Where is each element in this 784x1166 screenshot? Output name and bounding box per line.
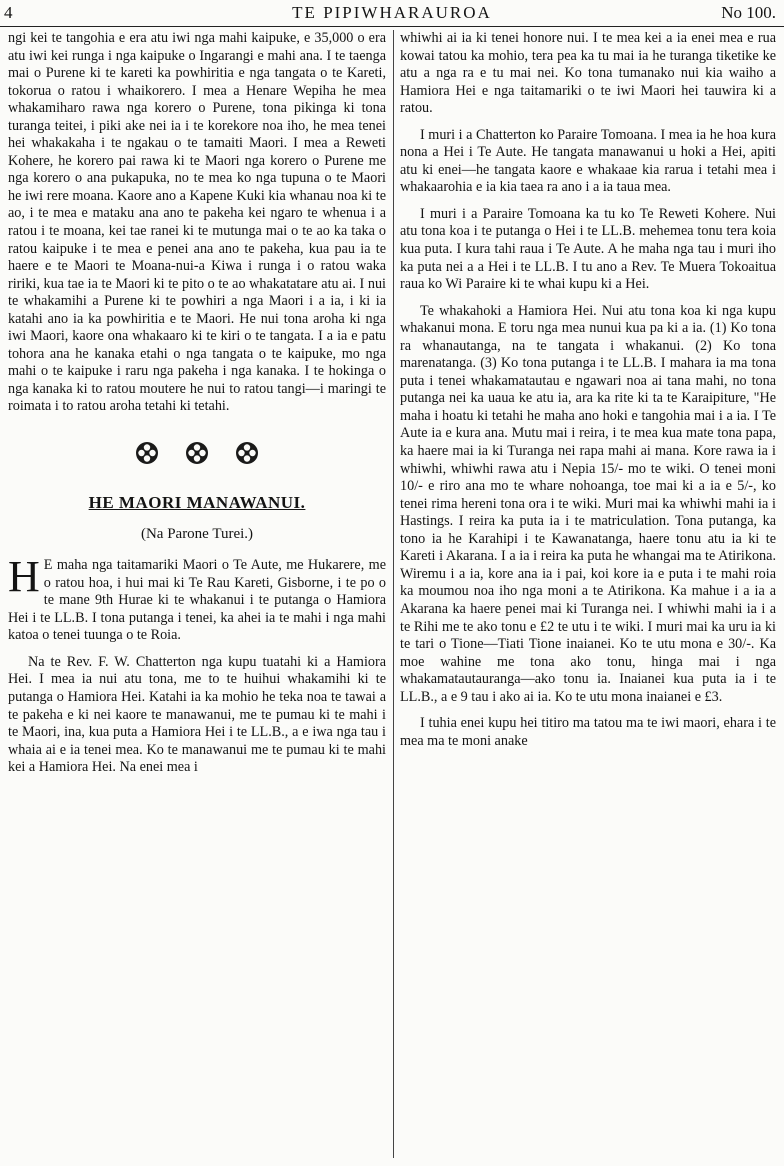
- article-continuation-paragraph: ngi kei te tangohia e era atu iwi nga mahi kaipuke, e 35,000 o era atu iwi kei runga i nga kaipuke o Ingarangi e mahi ana. I te taenga mai o Purene ki te kareti ka powhiritia e nga tangata o te Kareti, tokorua o ratou i whaikorero. I mea a Henare Wepiha he mea whakamiharo rawa nga korero o Purene, tona pikinga ki tona turanga teitei, i piki ake nei ia i te korekore noa iho, he mea tenei hei whakakaha i te ngakau o te tamaiti Maori. I mea a Reweti Kohere, he korero pai rawa ki te Maori nga korero o Purene me nga korero o ana pukapuka, no te mea ko nga tupuna o te Maori he iwi rere moana. Kaore ano a Kapene Kuki kia whanau noa ki te ao, i te mea e mataku ana ano te pakeha kei ngaro te whenua i a ratou i te moana, kei tae ranei ki te mutunga mai o te ao ka taka o ratou kaipuke i te mea e penei ana ano te pakeha, kua pau ia te haere e te Maori te Moana-nui-a Kiwa i runga i o ratou waka ririki, kua tae ia te Maori ki te pito o te ao whakatatare atu ai. I nui te whakamihi a Purene ki te powhiri a nga Maori i a ia, i ki ia katahi ano ia ka powhiritia e te Maori. He nui tona aroha ki nga iwi Maori, kaore ona whakaaro ki te kiri o te tangata. I a ia e patu tohora ana he kanaka etahi o nga tangata o te kaipuke, mo nga mahi o te kaipuke i raru nga pakeha i nga kanaka. I te hokinga o nga kanaka ki to ratou moutere he nui to ratou tangi—i maringi te roimata i to ratou aroha tetahi ki tetahi.: [8, 30, 386, 415]
- ornament-icon: [185, 441, 209, 465]
- issue-number: No 100.: [721, 3, 776, 22]
- article-byline: (Na Parone Turei.): [140, 525, 254, 542]
- opening-paragraph-text: E maha nga taitamariki Maori o Te Aute, me Hukarere, me o ratou hoa, i hui mai ki Te Rau Kareti, Gisborne, i te po o te mane 9th Hurae ki te whakanui i te putanga o Hamiora Hei i te LL.B. I tona putanga i tenei, ka ahei ia te mahi i nga mahi katoa o tenei tuunga o te Roia.: [8, 557, 386, 644]
- ornament-icon: [235, 441, 259, 465]
- article-title: HE MAORI MANAWANUI.: [88, 493, 306, 513]
- right-column: [400, 30, 776, 750]
- ornament-icon: [135, 441, 159, 465]
- article-paragraph: Na te Rev. F. W. Chatterton nga kupu tuatahi ki a Hamiora Hei. I mea ia nui atu tona, me to te huihui whakamihi ki te putanga o Hamiora Hei. Katahi ia ka mohio he teka noa te tawai a te pakeha e ki nei kaore te manawanui, me te pumau ki te mahi i te Maori, ina, kua puta a Hamiora Hei i te LL.B., a e iwa nga tau i whaia ai e ia tenei mea. Ko te manawanui me te pumau ki te mahi kei a Hamiora Hei. Na enei mea i: [8, 653, 386, 776]
- article-paragraph: whiwhi ai ia ki tenei honore nui. I te mea kei a ia enei mea e rua kowai tatou ka mohio, tera pea ka tu mai ia he turanga tiketike ke atu a nga ra e tu mai nei. Ko tona tumanako nui kia waiho a Hamiora Hei e nga taitamariki o te iwi Maori hei tauwira ki a ratou.: [400, 30, 776, 117]
- column-divider: [393, 30, 394, 1158]
- drop-cap: H: [8, 552, 40, 602]
- page-number: 4: [4, 3, 13, 22]
- section-ornaments: [8, 416, 386, 490]
- article-paragraph: I muri i a Chatterton ko Paraire Tomoana. I mea ia he hoa kura nona a Hei i Te Aute. He tangata manawanui u hoki a Hei, apiti atu ki enei—he tangata kaore e whakaae kia rarua i tetahi mea i whakaarohia e ia kia taea ra ano i a ia taua mea.: [400, 126, 776, 196]
- left-column: [8, 30, 386, 777]
- article-paragraph: I tuhia enei kupu hei titiro ma tatou ma te iwi maori, ehara i te mea ma te moni anake: [400, 715, 776, 749]
- publication-title: TE PIPIWHARAUROA: [292, 3, 492, 22]
- article-opening-paragraph: [8, 552, 386, 645]
- article-paragraph: I muri i a Paraire Tomoana ka tu ko Te Reweti Kohere. Nui atu tona koa i te putanga o Hei i te LL.B. mehemea tonu tera koia kua puta. I kura tahi raua i Te Aute. A he maha nga tau i muri iho ka puta nei a a Hei i te LL.B. I tu ano a Rev. Te Muera Tokoaitua raua ko Wi Paraire ki te whai kupu ki a Hei.: [400, 205, 776, 293]
- article-paragraph: Te whakahoki a Hamiora Hei. Nui atu tona koa ki nga kupu whakanui mona. E toru nga mea nunui kua pa ki a ia. (1) Ko tona ra whanautanga, na te tangata i whakanui. (2) Ko tona marenatanga. (3) Ko tona putanga i te LL.B. I mahara ia ma tona puta i tenei whakamatautau e ngawari noa ai tana mahi, no tona putanga nei ka uaua ke atu ia, ara ka rite ki ta te Karaipiture, "He maha i hoatu ki tetahi he maha ano hoki e tangohia mai i a ia. I Te Aute ia e kura ana. Mutu mai i reira, i te mea kua mate tona papa, ka haere mai ia ki Turanga nei rapa mahi ai mana. Kore rawa ia i whiwhi, whiwhi rawa atu i Nepia 15/- mo te wiki. O tenei moni 10/- e riro ana mo te whare nohoanga, toe mai ki a ia e 5/-, ko tenei rima hereni tona ora i te wiki. Muri mai ka whiwhi mahi ia i Hastings. I reira ka puta ia i te matriculation. Tona putanga, ka tono ia he Karahipi i te Kawanatanga, haere tonu atu ia ki te Kareti i Akarana. I a ia i reira ka puta he whangai ma te Atirikona. Wiremu i a ia, kore ana ia i pai, koi kore ia e puta i te mahi roia ka moumou noa iho nga moni a te Atirikona. Ka mahue i a ia a Akarana ka haere penei mai ki Turanga nei. I whiwhi mahi ia i a te Rihi me te ako tonu e £2 te utu i te wiki. I muri mai ka uru ia ki te tari o Tione—Tiati Tione inaianei. Ko te utu mona e 30/-. Ka moe wahine me tona ako tonu, hinga mai i nga whakamatautauranga—ako tonu ia. Inaianei kua puta ia i te LL.B., a e 9 tau i ako ai ia. Ko te utu mona inaianei e £3.: [400, 302, 776, 705]
- page-header: [0, 0, 784, 27]
